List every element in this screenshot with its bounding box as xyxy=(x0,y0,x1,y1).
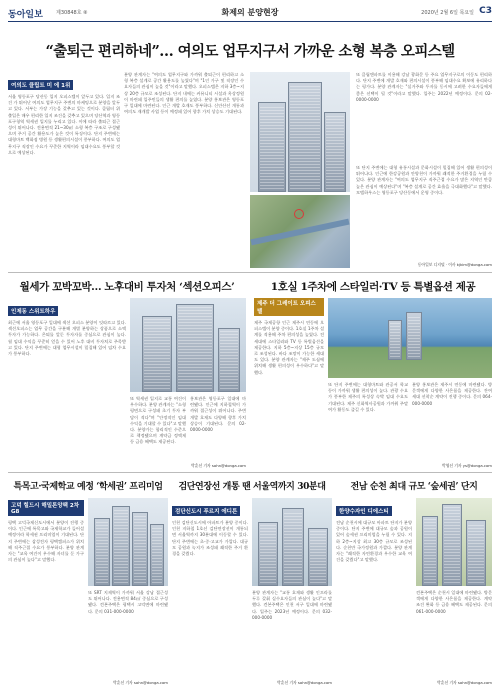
masthead xyxy=(8,6,492,22)
top-article-left xyxy=(8,72,120,268)
publication-date: 2020년 2월 6일 목요일 xyxy=(421,10,474,16)
bottom-mid-byline: 박훈선 기자 sohn@donga.com xyxy=(277,680,332,685)
gd-tower-3 xyxy=(132,512,148,586)
mid-left-col3: 홍보관은 영등포구 일대에 마련됐다. 인근에 지하철역이 가까워 접근성이 뛰어나다. 주변 개발 호재도 다양해 향후 가치 상승이 기대된다. 문의 02-0000-0000 xyxy=(190,396,246,433)
bottom-mid-col2: 분양 관계자는 "교통 호재와 생활 인프라를 두루 갖춰 실수요자들의 관심이 높다"고 말했다. 견본주택은 인천 서구 일대에 마련됐다. 입주는 2023년 예정이다. 문의 032-000-0000 xyxy=(252,590,332,620)
tower-a xyxy=(142,316,172,392)
tower-b xyxy=(176,304,214,392)
mid-right-col1-box xyxy=(254,298,324,468)
gd-tower-4 xyxy=(150,524,164,586)
bottom-left-col1-box xyxy=(8,498,84,684)
page-number: C3 xyxy=(479,6,492,16)
bottom-right-col1-box xyxy=(336,498,412,684)
bottom-right-col2-box xyxy=(416,590,492,678)
top-article-col3-box xyxy=(356,72,492,162)
tower-c xyxy=(218,328,240,392)
tower-3 xyxy=(324,112,346,192)
sc-tower-2 xyxy=(442,504,462,586)
divider-1 xyxy=(8,272,492,273)
top-article-col4: 또 단지 주변에는 대형 유통시설과 문화시설이 밀집해 있어 생활 편의성이 뛰어나다. 인근에 한강공원과 안양천이 가까워 쾌적한 주거환경을 누릴 수 있다. 분양 관계자는 "여의도 업무지구 직주근접 수요가 많은 지역인 만큼 높은 관심이 예상된다"며 "복층 설계로 공간 효율을 극대화했다"고 말했다. 모델하우스는 영등포구 당산동에서 운영 중이다. xyxy=(356,165,492,195)
mid-left-byline: 박훈선 기자 sohn@donga.com xyxy=(191,463,246,468)
top-aerial-map xyxy=(250,195,350,268)
bottom-mid-building-image xyxy=(252,498,332,586)
mid-right-col1: 제주 국제공항 인근 제주시 연동에 오피스텔이 분양 중이다. 1호실 1주차 설계를 적용해 주차 편의성을 높였다. 전 세대에 스타일러와 TV 등 특별옵션을 제공한다. 지하 5층~지상 15층 규모로 조성된다. 바다 조망이 가능한 세대도 있다. 분양 관계자는 "제주 도심에 위치해 생활 편의성이 우수하다"고 말했다. xyxy=(254,320,324,375)
gd-tower-1 xyxy=(94,518,110,586)
bottom-right-building-image xyxy=(416,498,492,586)
mid-left-kicker: 인제동 스위트하우 xyxy=(8,306,58,316)
mid-right-kicker: 제주 더 그레이트 오피스텔 xyxy=(254,298,324,316)
bottom-left-kicker: 고덕 힐드시 해밀톤앙팩 2차 G8 xyxy=(8,500,84,516)
top-article-col1: 서울 영등포구 당산동 입지 오피스텔이 앞두고 있다. 입지 조건 가 뛰어난 여의도 업무지구 주변의 마케팅으로 분양을 앞두고 있다. 서부는 가장 기능을 갖추고 있는 것이다. 클립터 위 출입은 매우 편리한 입지 조건을 갖추고 있으며 당산역과 영등포구청역 역세권 입지를 누리고 있다. 이에 따라 출퇴근 접근성이 뛰어나다. 전용면적 21~30㎡ 소형 복층 구조로 구성됐으며 주거 공간 활용도가 높은 것이 특징이다. 단지 주변에는 대형마트 백화점 병원 등 생활편의시설이 풍부하다. 여의도 업무지구 직장인 수요가 꾸준한 지역이라 임대수요도 풍부할 것으로 예상된다. xyxy=(8,94,120,155)
mid-right-col2-box xyxy=(328,382,408,468)
bottom-left-col2-box xyxy=(88,590,168,678)
bottom-left-building-image xyxy=(88,498,168,586)
mid-right-coastline-image xyxy=(328,298,492,378)
bottom-mid-col1: 인천 검단신도시에 아파트가 분양 중이다. 인천 지하철 1호선 검단연장선이 개통되면 서울역까지 30분대에 이동할 수 있다. 단지 주변에는 초·중·고교가 가깝다. 대규모 공원과 녹지가 조성돼 쾌적한 주거 환경을 갖췄다. xyxy=(172,520,248,557)
mid-right-col3-box xyxy=(412,382,492,462)
main-headline: “출퇴근 편리하네”… 여의도 업무지구서 가까운 소형 복층 오피스텔 xyxy=(45,43,455,60)
bottom-mid-col1-box xyxy=(172,498,248,684)
sc-tower-1 xyxy=(422,516,438,586)
top-article-col2-box xyxy=(124,72,244,268)
jeju-tower-1 xyxy=(388,320,402,360)
bottom-right-kicker: 한양수자인 디에스티 xyxy=(336,506,392,516)
top-article-kicker: 여의도 클립트 미 에 1위 xyxy=(8,80,73,90)
bottom-left-col1: 평택 고덕국제신도시에서 분양이 진행 중이다. 인근에 특목고와 국제학교가 들어설 예정이라 학세권 프리미엄이 기대된다. 단지 주변에는 삼성전자 평택캠퍼스가 위치해 직주근접 수요가 풍부하다. 분양 관계자는 "교육 여건이 우수해 자녀를 둔 가구의 관심이 높다"고 말했다. xyxy=(8,520,84,563)
sc-tower-3 xyxy=(466,520,486,586)
bottom-left-col2: 또 SRT 지제역이 가까워 서울 강남 접근성도 뛰어나다. 전용면적 84㎡ 중심으로 구성됐다. 견본주택은 평택시 고덕면에 마련됐다. 문의 031-000-0000 xyxy=(88,590,168,614)
mid-right-col3: 분양 홍보관은 제주시 연동에 마련됐다. 방문객에게 다양한 사은품을 제공한다. 잔여 세대 선착순 계약이 진행 중이다. 문의 064-000-0000 xyxy=(412,382,492,406)
bottom-mid-col2-box xyxy=(252,590,332,678)
mid-left-col1: 최근에 서울 영등포구 일대에 섹션 오피스 분양이 잇따르고 있다. 섹션오피스는 업무 공간을 구분해 개별 분양하는 상품으로 소액 투자가 가능하다. 은퇴를 앞둔 투자자를 중심으로 관심이 높다. 월 임대 수익을 꾸준히 얻을 수 있어 노후 대비 투자처로 주목받고 있다. 단지 주변에는 대형 업무시설이 밀집해 있어 임차 수요가 풍부하다. xyxy=(8,320,126,357)
mid-left-building-image xyxy=(130,298,246,392)
top-article-col4-box xyxy=(356,165,492,263)
gm-tower-1 xyxy=(258,522,278,586)
newspaper-logo: 동아일보 xyxy=(8,10,43,20)
bottom-mid-kicker: 검단신도시 푸르지 에디튼 xyxy=(172,506,240,516)
mid-left-title: 월세가 꼬박꼬박… 노후대비 투자처 ‘섹션오피스’ xyxy=(19,281,235,293)
river-shape xyxy=(250,219,349,246)
mid-left-col1-box xyxy=(8,298,126,468)
bottom-right-byline: 박훈선 기자 sohn@donga.com xyxy=(437,680,492,685)
top-building-image xyxy=(250,72,350,192)
jeju-tower-2 xyxy=(406,312,422,360)
bottom-left-title: 특목고·국제학교 예정 ‘학세권’ 프리미엄 xyxy=(13,482,163,492)
top-article-byline: 동아일보 디지털 · 이사 kjkim@donga.com xyxy=(417,262,492,267)
top-article-col2: 분양 관계자는 "여의도 업무지구와 가까워 출퇴근이 편리하고 소형 복층 설계로 공간 활용도를 높였다"며 "1인 가구 및 직장인 수요자들의 관심이 높을 것"이라고 말했다. 오피스텔은 지하 3층~지상 20층 규모로 조성된다. 단지 내에는 커뮤니티 시설과 옥상정원이 마련돼 입주민들의 생활 편의를 높였다. 분양 홍보관은 영등포구 일대에 마련된다. 인근 개발 호재도 풍부하다. 신안산선 개통과 여의도 재개발 사업 등이 예정돼 있어 향후 가치 상승도 기대된다. xyxy=(124,72,244,115)
bottom-right-title: 전남 순천 최대 규모 ‘숲세권’ 단지 xyxy=(350,482,478,492)
gm-tower-3 xyxy=(308,528,328,586)
top-article-col3: 또 클립앤파트를 이용해 강남 광화문 등 주요 업무지구로의 이동도 편리하다. 단지 주변에 개발 호재와 편의시설이 풍부해 임대수요 확보에 유리하다는 평가다. 분양 관계자는 "실거주와 투자를 동시에 고려한 수요자들에게 좋은 선택이 될 것"이라고 말했다. 입주는 2022년 예정이다. 문의 02-0000-0000 xyxy=(356,72,492,102)
bottom-right-col2: 견본주택은 순천시 일대에 마련됐다. 방문객에게 다양한 사은품을 제공한다. 계약 조건 완화 등 금융 혜택도 제공된다. 문의 061-000-0000 xyxy=(416,590,492,614)
section-title: 화제의 분양현장 xyxy=(221,8,279,17)
tower-2 xyxy=(288,82,322,192)
bottom-mid-title: 검단연장선 개통 땐 서울역까지 30분대 xyxy=(178,482,326,492)
bottom-right-col1: 전남 순천시에 대규모 아파트 단지가 분양 중이다. 단지 주변에 대규모 숲과 공원이 있어 숲세권 프리미엄을 누릴 수 있다. 지하 2층~지상 최고 30층 규모로 조성된다. 순천만 국가정원과 가깝다. 분양 관계자는 "쾌적한 자연환경과 우수한 교육 여건을 갖췄다"고 말했다. xyxy=(336,520,412,563)
mid-left-col3-box xyxy=(190,396,246,462)
location-marker xyxy=(294,209,304,219)
issue-number: 제30848호 ⑧ xyxy=(56,10,88,16)
mid-left-col2: 또 역세권 입지로 교통 여건이 우수하다. 분양 관계자는 "소형 평면으로 구성돼 초기 투자 부담이 적다"며 "안정적인 임대 수익을 기대할 수 있다"고 말했다. 분양가는 합리적인 수준으로 책정됐으며 계약금 정액제 등 금융 혜택도 제공된다. xyxy=(130,396,186,445)
mid-right-byline: 박영선 기자 ys@donga.com xyxy=(442,463,492,468)
mid-right-col2: 또 단지 주변에는 대형마트와 관공서 학교 등이 가까워 생활 편의성이 높다. 관광 수요가 풍부한 제주의 특성상 숙박 임대 수요도 기대된다. 제주 신화역사공원과 가까워 주말 여가 활동도 즐길 수 있다. xyxy=(328,382,408,412)
gd-tower-2 xyxy=(112,506,130,586)
tower-1 xyxy=(258,102,286,192)
mid-right-title: 1호실 1주차에 스타일러·TV 등 특별옵션 제공 xyxy=(270,281,476,293)
bottom-left-byline: 박훈선 기자 sohn@donga.com xyxy=(113,680,168,685)
divider-2 xyxy=(8,472,492,473)
gm-tower-2 xyxy=(282,508,304,586)
mid-left-col2-box xyxy=(130,396,186,468)
